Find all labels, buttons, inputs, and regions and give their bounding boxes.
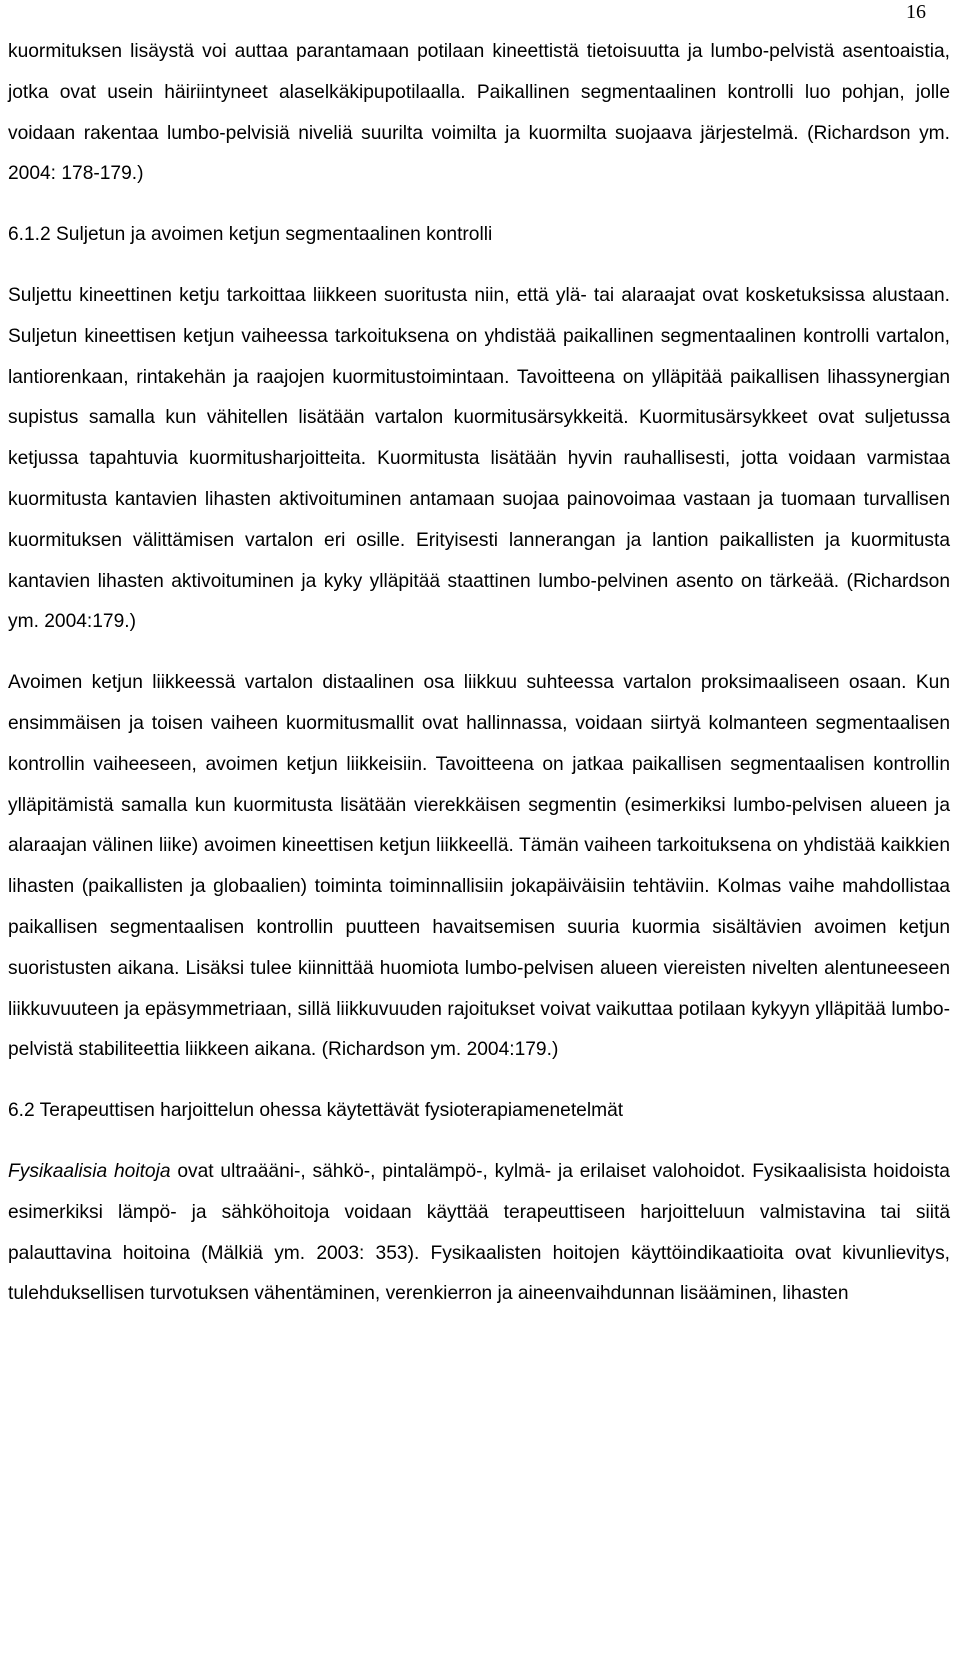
page-number: 16 (906, 1, 926, 23)
paragraph-open-chain: Avoimen ketjun liikkeessä vartalon distaalinen osa liikkuu suhteessa vartalon proksimaaliseen osaan. Kun ensimmäisen ja toisen vaiheen kuormitusmallit ovat hallinnassa, voidaan siirtyä kolmanteen segmentaalisen kontrollin vaiheeseen, avoimen ketjun liikkeisiin. Tavoitteena on jatkaa paikallisen segmentaalisen kontrollin ylläpitämistä samalla kun kuormitusta lisätään vierekkäisen segmentin (esimerkiksi lumbo-pelvisen alueen ja alaraajan välinen liike) avoimen kineettisen ketjun liikkeellä. Tämän vaiheen tarkoituksena on yhdistää kaikkien lihasten (paikallisten ja globaalien) toiminta toiminnallisiin jokapäiväisiin tehtäviin. Kolmas vaihe mahdollistaa paikallisen segmentaalisen kontrollin puutteen havaitsemisen suuria kuormia sisältävien avoimen ketjun suoristusten aikana. Lisäksi tulee kiinnittää huomiota lumbo-pelvisen alueen viereisten nivelten alentuneeseen liikkuvuuteen ja epäsymmetriaan, sillä liikkuvuuden rajoitukset voivat vaikuttaa potilaan kykyyn ylläpitää lumbo-pelvistä stabiliteettia liikkeen aikana. (Richardson ym. 2004:179.) (8, 672, 950, 1061)
spacer (8, 1132, 950, 1152)
paragraph-closed-chain: Suljettu kineettinen ketju tarkoittaa liikkeen suoritusta niin, että ylä- tai alaraajat ovat kosketuksissa alustaan. Suljetun kineettisen ketjun vaiheessa tarkoituksena on yhdistää paikallinen segmentaalinen kontrolli vartalon, lantiorenkaan, rintakehän ja raajojen kuormitustoimintaan. Tavoitteena on ylläpitää paikallisen lihassynergian supistus samalla kun vähitellen lisätään vartalon kuormitusärsykkeitä. Kuormitusärsykkeet ovat suljetussa ketjussa tapahtuvia kuormitusharjoitteita. Kuormitusta lisätään hyvin rauhallisesti, jotta voidaan varmistaa kuormitusta kantavien lihasten aktivoituminen antamaan suojaa painovoimaa vastaan ja tuomaan turvallisen kuormituksen välittämisen vartalon eri osille. Erityisesti lannerangan ja lantion paikallisten ja kuormitusta kantavien lihasten aktivoituminen ja kyky ylläpitää staattinen lumbo-pelvinen asento on tärkeää. (Richardson ym. 2004:179.) (8, 284, 950, 633)
section-heading-6-2: 6.2 Terapeuttisen harjoittelun ohessa käytettävät fysioterapiamenetelmät (8, 1100, 624, 1122)
paragraph-text: ovat ultraääni-, sähkö-, pintalämpö-, kylmä- ja erilaiset valohoidot. Fysikaalisista hoidoista esimerkiksi lämpö- ja sähköhoitoja voidaan käyttää terapeuttiseen harjoitteluun valmistavina tai siitä palauttavina hoitoina (Mälkiä ym. 2003: 353). Fysikaalisten hoitojen käyttöindikaatioita ovat kivunlievitys, tulehduksellisen turvotuksen vähentäminen, verenkierron ja aineenvaihdunnan lisääminen, lihasten (8, 1160, 950, 1305)
document-body (8, 32, 950, 1315)
paragraph-physical-therapies (8, 1152, 950, 1315)
section-heading-6-1-2: 6.1.2 Suljetun ja avoimen ketjun segmentaalinen kontrolli (8, 224, 493, 246)
paragraph-continuation: kuormituksen lisäystä voi auttaa parantamaan potilaan kineettistä tietoisuutta ja lumbo-pelvistä asentoaistia, jotka ovat usein häiriintyneet alaselkäkipupotilaalla. Paikallinen segmentaalinen kontrolli luo pohjan, jolle voidaan rakentaa lumbo-pelvisiä niveliä suurilta voimilta ja kuormilta suojaava järjestelmä. (Richardson ym. 2004: 178-179.) (8, 41, 950, 185)
italic-term: Fysikaalisia hoitoja (8, 1160, 171, 1182)
spacer (8, 195, 950, 215)
spacer (8, 643, 950, 663)
spacer (8, 1071, 950, 1091)
spacer (8, 256, 950, 276)
